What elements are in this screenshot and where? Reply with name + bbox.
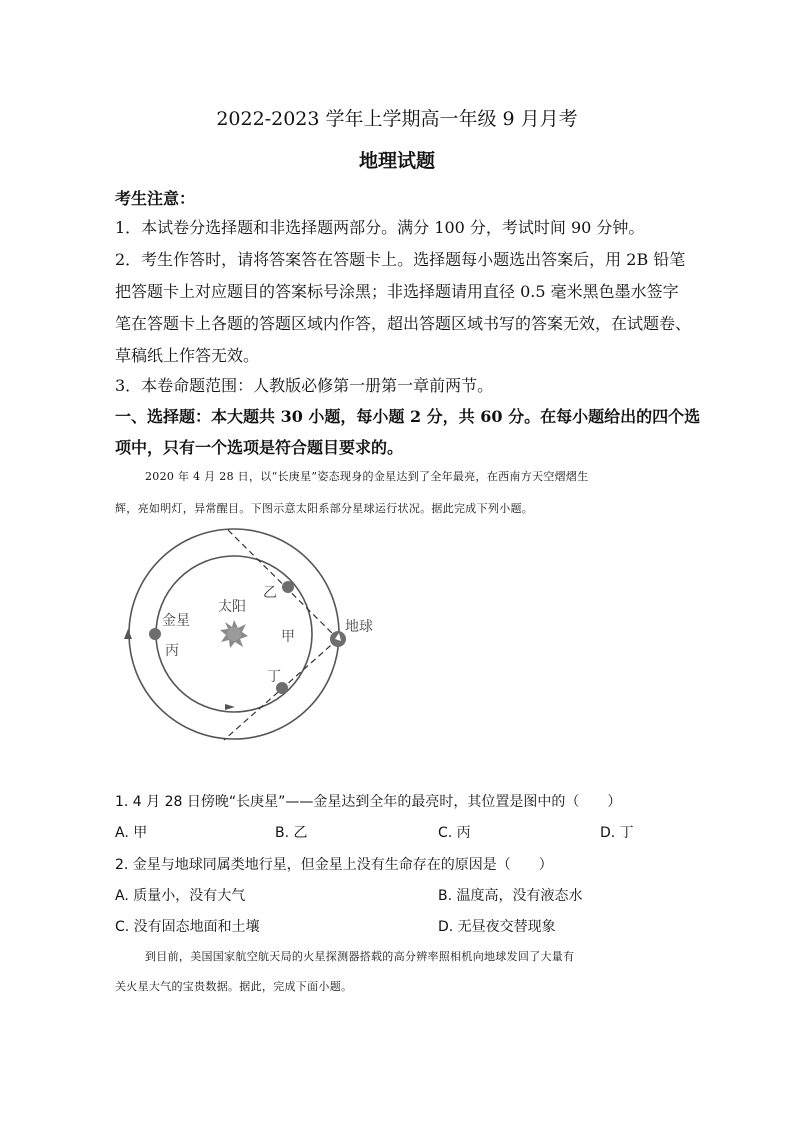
passage-1-line-1: 2020 年 4 月 28 日，以“长庚星”姿态现身的金星达到了全年最亮，在西南方天空熠熠生: [145, 470, 589, 483]
question-2-option-a[interactable]: A. 质量小，没有大气: [115, 888, 246, 904]
notice-item-2-line-1: 2．考生作答时，请将答案答在答题卡上。选择题每小题选出答案后，用 2B 铅笔: [115, 250, 686, 269]
earth-orbit-arrow-icon: [124, 629, 132, 639]
earth-label: 地球: [345, 619, 373, 635]
passage-1-line-2: 辉，亮如明灯，异常醒目。下图示意太阳系部分星球运行状况。据此完成下列小题。: [115, 502, 534, 515]
position-ding-label: 丁: [267, 669, 281, 685]
position-bing-label: 丙: [165, 643, 179, 659]
question-2-option-c[interactable]: C. 没有固态地面和土壤: [115, 919, 260, 935]
position-yi-label: 乙: [263, 585, 277, 601]
venus-orbit-arrow-icon: [225, 704, 235, 710]
question-1-option-b[interactable]: B. 乙: [275, 825, 308, 841]
notice-item-2-line-4: 草稿纸上作答无效。: [115, 346, 260, 365]
passage-2-line-2: 关火星大气的宝贵数据。据此，完成下面小题。: [115, 980, 353, 993]
venus-label: 金星: [162, 613, 190, 629]
notice-item-3: 3．本卷命题范围：人教版必修第一册第一章前两节。: [115, 376, 494, 395]
exam-subtitle: 地理试题: [358, 150, 435, 172]
sun-label: 太阳: [218, 599, 246, 615]
question-1-stem: 1. 4 月 28 日傍晚“长庚星”——金星达到全年的最亮时，其位置是图中的（ ）: [115, 794, 622, 810]
notice-item-2-line-2: 把答题卡上对应题目的答案标号涂黑；非选择题请用直径 0.5 毫米黑色墨水签字: [115, 282, 679, 301]
notice-item-2-line-3: 笔在答题卡上各题的答题区域内作答，超出答题区域书写的答案无效，在试题卷、: [115, 314, 692, 333]
question-1-option-d[interactable]: D. 丁: [600, 825, 634, 841]
question-2-stem: 2. 金星与地球同属类地行星，但金星上没有生命存在的原因是（ ）: [115, 857, 553, 873]
question-1-option-c[interactable]: C. 丙: [438, 825, 471, 841]
section-heading-line-1: 一、选择题：本大题共 30 小题，每小题 2 分，共 60 分。在每小题给出的四个选: [115, 407, 701, 426]
notice-item-1: 1．本试卷分选择题和非选择题两部分。满分 100 分，考试时间 90 分钟。: [115, 218, 645, 237]
venus-planet-yi: [282, 581, 294, 593]
solar-system-diagram: [110, 525, 410, 750]
exam-title: 2022-2023 学年上学期高一年级 9 月月考: [216, 108, 578, 130]
position-jia-label: 甲: [281, 629, 295, 645]
notice-heading: 考生注意：: [115, 189, 196, 208]
passage-2-line-1: 到目前，美国国家航空航天局的火星探测器搭载的高分辨率照相机向地球发回了大量有: [145, 950, 575, 963]
venus-planet-bing: [149, 628, 161, 640]
question-1-option-a[interactable]: A. 甲: [115, 825, 148, 841]
question-2-option-d[interactable]: D. 无昼夜交替现象: [438, 919, 556, 935]
question-2-option-b[interactable]: B. 温度高，没有液态水: [438, 888, 583, 904]
section-heading-line-2: 项中，只有一个选项是符合题目要求的。: [115, 438, 404, 457]
sun-icon: [220, 620, 248, 648]
